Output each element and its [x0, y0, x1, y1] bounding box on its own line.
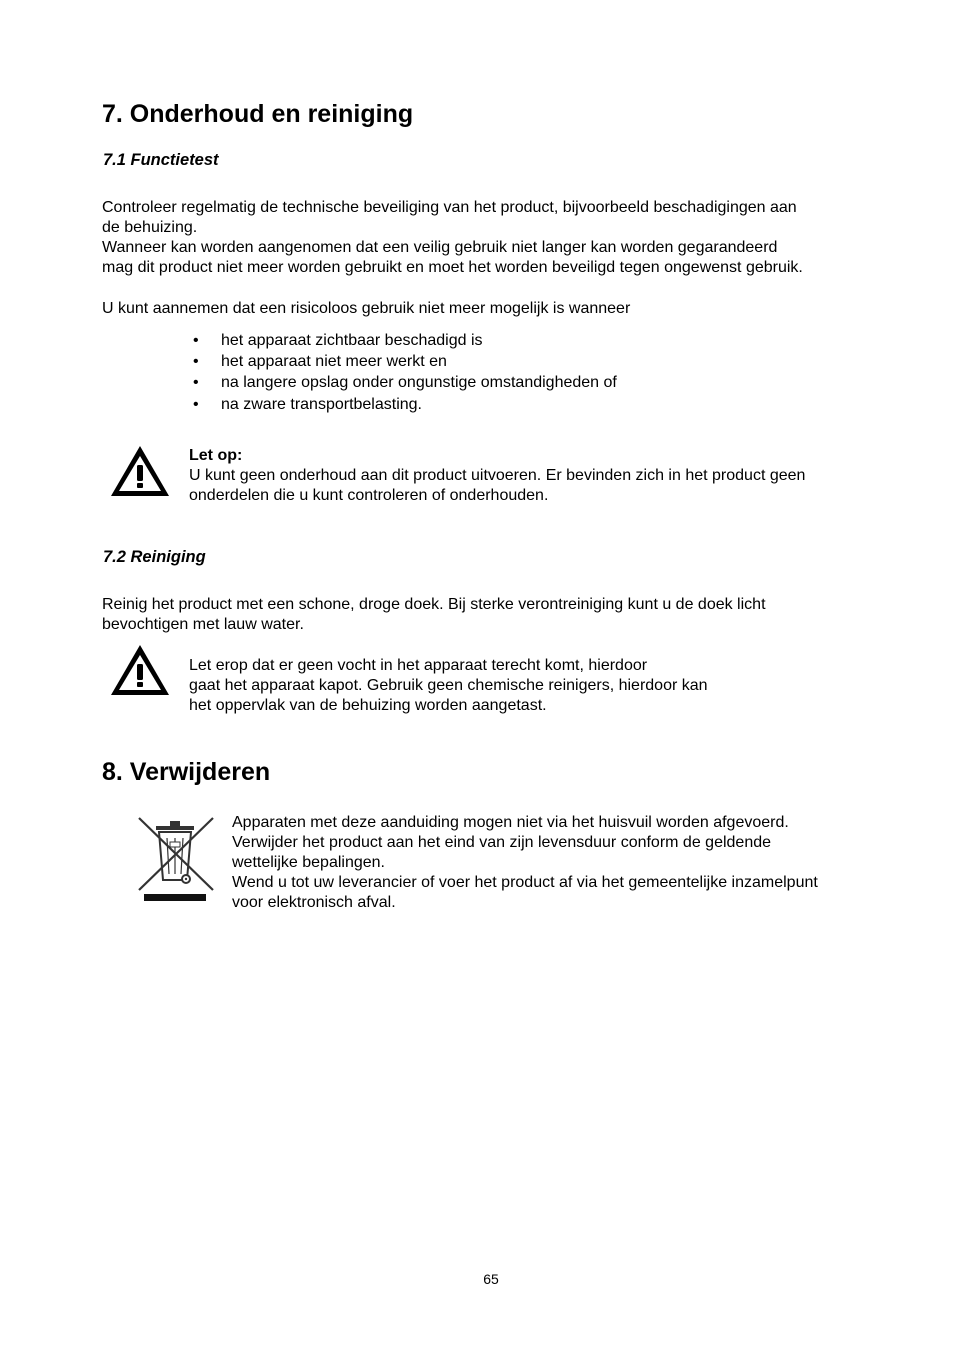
warning-maintenance [189, 446, 805, 506]
bullet-symbol: • [193, 374, 199, 391]
subsection-7-1-title: 7.1 Functietest [103, 151, 219, 169]
text-line: gaat het apparaat kapot. Gebruik geen chemische reinigers, hierdoor kan [189, 677, 708, 694]
paragraph-risk-intro: U kunt aannemen dat een risicoloos gebruik niet meer mogelijk is wanneer [102, 300, 631, 317]
warning-moisture [189, 656, 708, 716]
paragraph-disposal [232, 813, 818, 913]
text-line: mag dit product niet meer worden gebruikt en moet het worden beveiligd tegen ongewenst gebruik. [102, 259, 803, 276]
bullet-symbol: • [193, 353, 199, 370]
bullet-symbol: • [193, 332, 199, 349]
list-item: • het apparaat zichtbaar beschadigd is [193, 332, 483, 349]
text-line: Controleer regelmatig de technische beveiliging van het product, bijvoorbeeld beschadigingen aan [102, 199, 797, 216]
text-line: bevochtigen met lauw water. [102, 616, 304, 633]
bullet-symbol: • [193, 396, 199, 413]
text-line: het oppervlak van de behuizing worden aangetast. [189, 697, 547, 714]
paragraph-functietest [102, 198, 803, 278]
bullet-list [193, 331, 617, 416]
text-line: wettelijke bepalingen. [232, 854, 385, 871]
crossed-out-wheelie-bin-icon [136, 814, 216, 904]
text-line: Wanneer kan worden aangenomen dat een veilig gebruik niet langer kan worden gegarandeerd [102, 239, 778, 256]
warning-triangle-icon [108, 443, 172, 499]
text-line: U kunt geen onderhoud aan dit product uitvoeren. Er bevinden zich in het product geen [189, 467, 806, 484]
warning-triangle-icon [108, 642, 172, 698]
page-number: 65 [483, 1271, 499, 1287]
text-line: Let erop dat er geen vocht in het apparaat terecht komt, hierdoor [189, 657, 648, 674]
text-line: onderdelen die u kunt controleren of onderhouden. [189, 487, 549, 504]
text-line: Wend u tot uw leverancier of voer het product af via het gemeentelijke inzamelpunt [232, 874, 818, 891]
list-item: • het apparaat niet meer werkt en [193, 353, 447, 370]
text-line: Reinig het product met een schone, droge doek. Bij sterke verontreiniging kunt u de doek licht [102, 596, 766, 613]
text-line: Apparaten met deze aanduiding mogen niet via het huisvuil worden afgevoerd. [232, 814, 789, 831]
list-item: • na langere opslag onder ongunstige omstandigheden of [193, 374, 617, 391]
text-line: Verwijder het product aan het eind van zijn levensduur conform de geldende [232, 834, 772, 851]
warning-heading: Let op: [189, 447, 243, 464]
list-item: • na zware transportbelasting. [193, 396, 422, 413]
text-line: de behuizing. [102, 219, 198, 236]
text-line: voor elektronisch afval. [232, 894, 396, 911]
section-8-title: 8. Verwijderen [102, 758, 271, 786]
paragraph-reiniging [102, 595, 766, 635]
section-7-title: 7. Onderhoud en reiniging [102, 100, 414, 128]
subsection-7-2-title: 7.2 Reiniging [103, 548, 206, 566]
